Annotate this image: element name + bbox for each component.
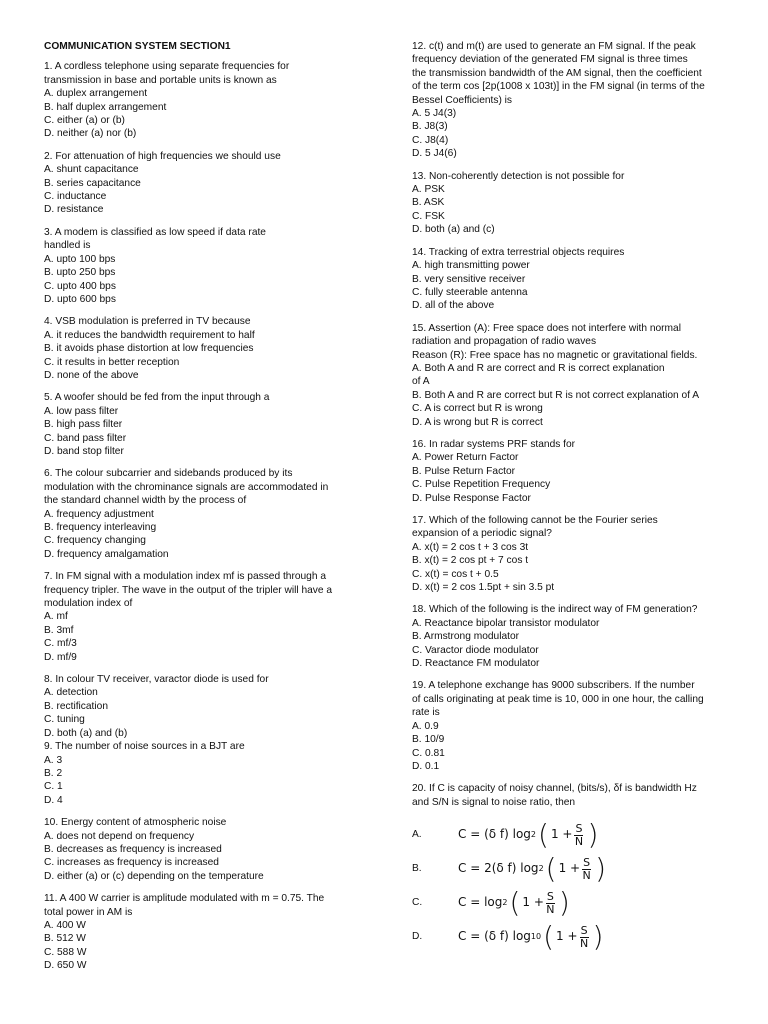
formula-option <box>412 920 742 954</box>
question-block <box>44 467 374 561</box>
answer-option: B. Both A and R are correct but R is not correct explanation of A <box>412 389 700 401</box>
answer-option: A. mf <box>44 611 68 623</box>
answer-option: D. 5 J4(6) <box>412 148 457 160</box>
answer-option: A. high transmitting power <box>412 260 530 272</box>
question-block <box>44 816 374 883</box>
formula-log-base: 2 <box>530 830 537 840</box>
formula-option-label: B. <box>412 863 422 875</box>
question-block <box>412 40 742 161</box>
question-stem-line: expansion of a periodic signal? <box>412 528 552 540</box>
answer-option: A. x(t) = 2 cos t + 3 cos 3t <box>412 541 529 553</box>
fraction-numerator: S <box>546 889 554 903</box>
open-paren-symbol: ( <box>543 920 555 954</box>
close-paren-symbol: ) <box>587 818 599 852</box>
answer-option: B. it avoids phase distortion at low frequencies <box>44 343 254 355</box>
question-stem-line: 7. In FM signal with a modulation index mf is passed through a <box>44 571 327 583</box>
formula-one-plus: 1 + <box>550 827 573 842</box>
q20-formula-options <box>412 818 742 954</box>
question-block <box>44 570 374 664</box>
answer-option: B. 3mf <box>44 624 74 636</box>
question-block <box>44 226 374 306</box>
question-stem-line: total power in AM is <box>44 906 133 918</box>
question-block <box>44 60 374 140</box>
open-paren-symbol: ( <box>538 818 549 852</box>
open-paren-symbol: ( <box>545 852 557 886</box>
close-paren-symbol: ) <box>595 852 607 886</box>
answer-option: D. upto 600 bps <box>44 293 116 305</box>
answer-option: C. 588 W <box>44 946 87 958</box>
formula-log-base: 2 <box>538 864 544 874</box>
right-column <box>412 40 742 954</box>
question-stem-line: of the term cos [2p(1008 x 103t)] in the FM signal (in terms of the <box>412 81 705 93</box>
answer-option: C. mf/3 <box>44 638 77 650</box>
snr-fraction <box>574 823 583 848</box>
question-stem-line: 5. A woofer should be fed from the input through a <box>44 392 270 404</box>
answer-option: D. both (a) and (c) <box>412 224 495 236</box>
question-stem-line: radiation and propagation of radio waves <box>412 336 597 348</box>
answer-option: C. 0.81 <box>412 747 445 759</box>
answer-option: of A <box>412 376 430 388</box>
answer-option: B. 2 <box>44 767 63 779</box>
question-stem-line: the standard channel width by the process of <box>44 495 247 507</box>
question-stem-line: 20. If C is capacity of noisy channel, (bits/s), δf is bandwidth Hz <box>412 783 697 795</box>
answer-option: D. band stop filter <box>44 445 124 457</box>
question-stem-line: Bessel Coefficients) is <box>412 94 513 106</box>
answer-option: C. Varactor diode modulator <box>412 644 539 656</box>
formula-option-label: D. <box>412 931 423 943</box>
answer-option: C. Pulse Repetition Frequency <box>412 479 551 491</box>
answer-option: B. high pass filter <box>44 419 123 431</box>
question-stem-line: rate is <box>412 707 440 719</box>
question-stem-line: 4. VSB modulation is preferred in TV because <box>44 316 251 328</box>
answer-option: C. upto 400 bps <box>44 280 116 292</box>
answer-option: D. all of the above <box>412 300 495 312</box>
formula-prefix: C = (δ f) log <box>458 929 531 944</box>
fraction-denominator: N <box>546 902 555 916</box>
question-stem-line: transmission in base and portable units is known as <box>44 74 277 86</box>
formula-one-plus: 1 + <box>556 929 578 944</box>
question-block <box>412 782 742 809</box>
question-block <box>412 514 742 594</box>
fraction-numerator: S <box>575 821 583 835</box>
answer-option: A. 0.9 <box>412 720 439 732</box>
answer-option: D. resistance <box>44 204 104 216</box>
answer-option: A. upto 100 bps <box>44 253 116 265</box>
answer-option: C. frequency changing <box>44 535 146 547</box>
answer-option: C. tuning <box>44 714 85 726</box>
question-block <box>412 170 742 237</box>
question-stem-line: 9. The number of noise sources in a BJT are <box>44 741 245 753</box>
question-stem-line: frequency deviation of the generated FM signal is three times <box>412 54 688 66</box>
answer-option: C. band pass filter <box>44 432 127 444</box>
question-block <box>44 315 374 382</box>
formula-prefix: C = 2(δ f) log <box>458 861 539 876</box>
snr-fraction <box>546 891 555 916</box>
question-stem-line: frequency tripler. The wave in the output of the tripler will have a <box>44 584 333 596</box>
answer-option: D. either (a) or (c) depending on the temperature <box>44 870 264 882</box>
answer-option: B. J8(3) <box>412 121 448 133</box>
question-block <box>44 150 374 217</box>
answer-option: D. Pulse Response Factor <box>412 492 531 504</box>
question-stem-line: Reason (R): Free space has no magnetic or gravitational fields. <box>412 349 698 361</box>
answer-option: C. x(t) = cos t + 0.5 <box>412 568 499 580</box>
question-stem-line: 11. A 400 W carrier is amplitude modulated with m = 0.75. The <box>44 893 325 905</box>
formula-expression <box>458 886 572 920</box>
question-stem-line: 3. A modem is classified as low speed if data rate <box>44 226 266 238</box>
answer-option: B. half duplex arrangement <box>44 101 167 113</box>
question-stem-line: 17. Which of the following cannot be the Fourier series <box>412 515 658 526</box>
answer-option: D. none of the above <box>44 369 139 381</box>
formula-prefix: C = log <box>458 895 503 910</box>
question-stem-line: modulation index of <box>44 598 133 610</box>
answer-option: D. x(t) = 2 cos 1.5pt + sin 3.5 pt <box>412 582 555 594</box>
answer-option: C. J8(4) <box>412 134 449 146</box>
question-block <box>44 673 374 740</box>
question-stem-line: and S/N is signal to noise ratio, then <box>412 796 576 808</box>
page-title: COMMUNICATION SYSTEM SECTION1 <box>44 41 231 52</box>
question-stem-line: modulation with the chrominance signals are accommodated in <box>44 481 329 493</box>
question-block <box>44 892 374 972</box>
answer-option: A. 5 J4(3) <box>412 108 457 120</box>
answer-option: B. rectification <box>44 700 108 712</box>
answer-option: B. series capacitance <box>44 177 141 189</box>
question-stem-line: 16. In radar systems PRF stands for <box>412 438 576 450</box>
answer-option: B. frequency interleaving <box>44 522 157 533</box>
formula-option-label: C. <box>412 897 423 909</box>
snr-fraction <box>582 857 591 882</box>
answer-option: A. PSK <box>412 184 445 196</box>
question-block <box>412 603 742 670</box>
answer-option: D. both (a) and (b) <box>44 727 128 739</box>
answer-option: B. upto 250 bps <box>44 267 116 279</box>
answer-option: A. frequency adjustment <box>44 508 154 520</box>
answer-option: D. 650 W <box>44 960 87 972</box>
answer-option: C. inductance <box>44 191 107 203</box>
answer-option: D. neither (a) nor (b) <box>44 128 137 140</box>
answer-option: C. FSK <box>412 210 445 222</box>
answer-option: A. detection <box>44 687 98 699</box>
answer-option: C. fully steerable antenna <box>412 286 528 298</box>
fraction-numerator: S <box>583 855 591 869</box>
fraction-denominator: N <box>582 868 591 882</box>
answer-option: A. does not depend on frequency <box>44 830 195 842</box>
answer-option: C. A is correct but R is wrong <box>412 403 543 415</box>
formula-prefix: C = (δ f) log <box>458 827 531 842</box>
answer-option: B. 10/9 <box>412 734 445 746</box>
formula-expression <box>458 920 605 954</box>
question-stem-line: 2. For attenuation of high frequencies we should use <box>44 150 281 162</box>
answer-option: B. Pulse Return Factor <box>412 465 516 477</box>
formula-expression <box>458 852 608 886</box>
question-stem-line: handled is <box>44 240 91 252</box>
question-stem-line: 18. Which of the following is the indirect way of FM generation? <box>412 604 698 616</box>
answer-option: A. duplex arrangement <box>44 88 148 100</box>
fraction-denominator: N <box>579 936 589 950</box>
question-block <box>412 679 742 773</box>
formula-expression <box>458 818 600 852</box>
answer-option: D. Reactance FM modulator <box>412 658 540 670</box>
formula-option <box>412 886 742 920</box>
answer-option: C. 1 <box>44 781 63 793</box>
answer-option: C. increases as frequency is increased <box>44 857 219 869</box>
answer-option: B. decreases as frequency is increased <box>44 843 222 855</box>
question-stem-line: 19. A telephone exchange has 9000 subscribers. If the number <box>412 680 695 692</box>
answer-option: B. 512 W <box>44 933 86 945</box>
question-stem-line: 12. c(t) and m(t) are used to generate an FM signal. If the peak <box>412 41 696 52</box>
answer-option: C. either (a) or (b) <box>44 115 125 127</box>
fraction-numerator: S <box>580 923 588 937</box>
question-stem-line: 15. Assertion (A): Free space does not interfere with normal <box>412 322 681 334</box>
answer-option: D. 4 <box>44 794 63 806</box>
answer-option: D. frequency amalgamation <box>44 548 169 560</box>
answer-option: A. Power Return Factor <box>412 452 519 464</box>
question-block <box>44 740 374 807</box>
question-stem-line: 13. Non-coherently detection is not possible for <box>412 170 625 182</box>
question-block <box>412 246 742 313</box>
question-stem-line: 1. A cordless telephone using separate frequencies for <box>44 61 290 73</box>
question-block <box>412 438 742 505</box>
answer-option: B. x(t) = 2 cos pt + 7 cos t <box>412 555 529 567</box>
answer-option: D. 0.1 <box>412 760 440 772</box>
question-stem-line: 10. Energy content of atmospheric noise <box>44 817 227 829</box>
answer-option: B. Armstrong modulator <box>412 631 520 643</box>
open-paren-symbol: ( <box>509 886 521 920</box>
answer-option: D. mf/9 <box>44 651 77 663</box>
answer-option: A. shunt capacitance <box>44 164 139 176</box>
formula-log-base: 10 <box>530 932 542 942</box>
formula-one-plus: 1 + <box>522 895 544 910</box>
question-stem-line: of calls originating at peak time is 10, 000 in one hour, the calling <box>412 693 704 705</box>
question-stem-line: 6. The colour subcarrier and sidebands produced by its <box>44 468 293 480</box>
formula-option-label: A. <box>412 829 422 841</box>
answer-option: B. very sensitive receiver <box>412 273 526 285</box>
question-stem-line: 14. Tracking of extra terrestrial objects requires <box>412 246 625 258</box>
left-column <box>44 40 374 982</box>
question-block <box>412 322 742 429</box>
answer-option: A. Reactance bipolar transistor modulator <box>412 617 600 629</box>
answer-option: A. Both A and R are correct and R is correct explanation <box>412 362 665 374</box>
answer-option: A. low pass filter <box>44 405 119 417</box>
snr-fraction <box>580 925 589 950</box>
close-paren-symbol: ) <box>592 920 604 954</box>
answer-option: A. 3 <box>44 754 63 766</box>
formula-one-plus: 1 + <box>558 861 581 876</box>
answer-option: B. ASK <box>412 197 445 209</box>
answer-option: A. it reduces the bandwidth requirement to half <box>44 329 255 341</box>
answer-option: A. 400 W <box>44 919 86 931</box>
formula-log-base: 2 <box>502 898 508 908</box>
fraction-denominator: N <box>574 834 584 848</box>
answer-option: C. it results in better reception <box>44 356 180 368</box>
question-stem-line: 8. In colour TV receiver, varactor diode is used for <box>44 674 269 686</box>
question-block <box>44 391 374 458</box>
formula-option <box>412 818 742 852</box>
formula-option <box>412 852 742 886</box>
close-paren-symbol: ) <box>558 886 570 920</box>
question-stem-line: the transmission bandwidth of the AM signal, then the coefficient <box>412 67 702 79</box>
answer-option: D. A is wrong but R is correct <box>412 416 543 428</box>
